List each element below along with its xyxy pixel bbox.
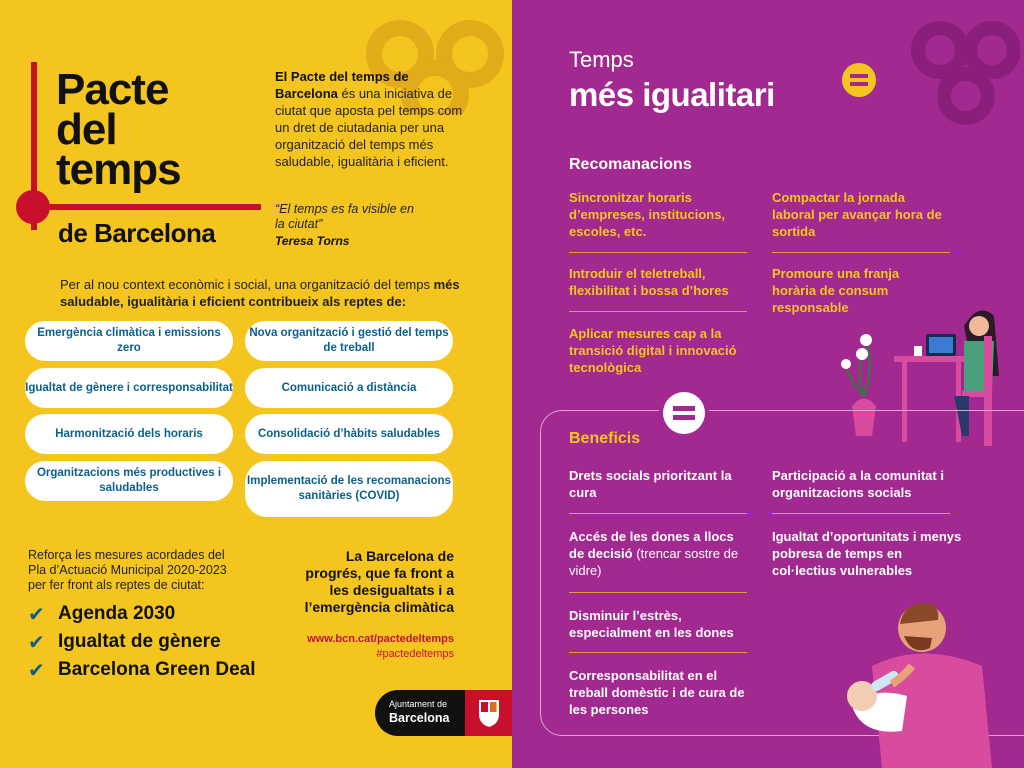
pill-covid — [245, 461, 453, 517]
intro-text — [275, 68, 470, 170]
intro-bold: El Pacte del temps de Barcelona — [275, 69, 409, 101]
benefit-item-5: Corresponsabilitat en el treball domèstic i de cura de les persones — [569, 668, 745, 717]
title-line-1: Pacte — [56, 65, 169, 114]
challenges-intro-plain: Per al nou context econòmic i social, una organització del temps — [60, 277, 434, 292]
pill-climate — [25, 321, 233, 361]
recommendations-title: Recomanacions — [569, 156, 692, 173]
pill-habits — [245, 414, 453, 454]
benefit-item-4: Disminuir l’estrès, especialment en les dones — [569, 608, 734, 640]
check-label: Agenda 2030 — [58, 603, 176, 624]
check-item — [28, 600, 255, 628]
benefit-bold: Accés de les dones a llocs de decisió — [569, 529, 734, 561]
pill-schedules — [25, 414, 233, 454]
pill-label: Emergència climàtica i emissions zero — [37, 327, 221, 354]
right-title-line-2: més igualitari — [569, 76, 775, 113]
benefit-item-2: Participació a la comunitat i organitzacions socials — [772, 468, 944, 500]
challenges-intro — [60, 276, 480, 310]
title-line-3: temps — [56, 145, 181, 194]
pill-label: Implementació de les recomanacions sanitàries (COVID) — [247, 475, 451, 502]
reco-item-3: Introduir el teletreball, flexibilitat i bossa d’hores — [569, 266, 729, 298]
benefit-item-3: Igualtat d’oportunitats i menys pobresa de temps en col·lectius vulnerables — [772, 529, 962, 578]
benefit-item-access — [569, 528, 749, 579]
right-title-line-1: Temps — [569, 47, 634, 72]
challenges-intro-bold: més saludable, igualitària i eficient contribueix als reptes de: — [60, 277, 460, 309]
quote: “El temps es fa visible en la ciutat” — [275, 202, 414, 231]
barcelona-shield-icon — [476, 698, 502, 728]
divider — [569, 513, 747, 514]
check-item — [28, 656, 255, 684]
pill-work-time — [245, 321, 453, 361]
red-horizontal-line — [31, 204, 261, 210]
hashtag: #pactedeltemps — [376, 648, 454, 660]
url-text[interactable]: www.bcn.cat/pactedeltemps — [307, 633, 454, 645]
divider — [569, 311, 747, 312]
checkmark-icon: ✔ — [28, 631, 45, 654]
benefits-title: Beneficis — [569, 430, 641, 447]
pill-organizations — [25, 461, 233, 501]
title-line-2: del — [56, 105, 117, 154]
pill-label: Nova organització i gestió del temps de treball — [249, 327, 449, 354]
slogan: La Barcelona de progrés, que fa front a les desigualtats i a l’emergència climàtica — [304, 548, 454, 615]
pill-label: Consolidació d’hàbits saludables — [257, 427, 441, 440]
pill-label: Organitzacions més productives i saludables — [36, 467, 222, 494]
checklist — [28, 600, 255, 684]
intro-rest: és una iniciativa de ciutat que aposta pel temps com un dret de ciutadania per una organització del temps més saludable, igualitària i eficient. — [275, 86, 463, 169]
equals-icon — [662, 391, 706, 435]
divider — [569, 592, 747, 593]
reco-item-1: Sincronitzar horaris d’empreses, institucions, escoles, etc. — [569, 190, 726, 239]
quote-author: Teresa Torns — [275, 234, 350, 248]
divider — [569, 652, 747, 653]
benefit-light: (trencar sostre de vidre) — [569, 546, 739, 578]
city-logo — [375, 690, 512, 736]
reinforce-text: Reforça les mesures acordades del Pla d’Actuació Municipal 2020-2023 per fer front als reptes de ciutat: — [28, 548, 227, 592]
equals-icon — [841, 62, 877, 98]
logo-line-2: Barcelona — [389, 711, 450, 725]
benefit-item-1: Drets socials prioritzant la cura — [569, 468, 732, 500]
logo-line-1: Ajuntament de — [389, 699, 448, 709]
website-link[interactable] — [284, 632, 454, 647]
pill-label: Harmonització dels horaris — [55, 427, 203, 440]
checkmark-icon: ✔ — [28, 659, 45, 682]
check-item — [28, 628, 255, 656]
reco-item-5: Aplicar mesures cap a la transició digital i innovació tecnològica — [569, 326, 737, 375]
check-label: Barcelona Green Deal — [58, 659, 256, 680]
flower-logo-icon — [910, 18, 1020, 128]
reco-item-4: Promoure una franja horària de consum responsable — [772, 266, 900, 315]
divider — [772, 252, 950, 253]
right-panel — [512, 0, 1024, 768]
pill-label: Comunicació a distància — [281, 381, 417, 394]
divider — [569, 252, 747, 253]
check-label: Igualtat de gènere — [58, 631, 221, 652]
checkmark-icon: ✔ — [28, 603, 45, 626]
page-subtitle: de Barcelona — [58, 218, 216, 248]
reco-item-2: Compactar la jornada laboral per avançar hora de sortida — [772, 190, 942, 239]
pill-label: Igualtat de gènere i corresponsabilitat — [25, 381, 233, 394]
father-feeding-baby-illustration — [812, 596, 1024, 768]
pill-gender — [25, 368, 233, 408]
pill-remote — [245, 368, 453, 408]
page-title — [56, 65, 181, 194]
red-dot — [16, 190, 50, 224]
divider — [772, 513, 950, 514]
